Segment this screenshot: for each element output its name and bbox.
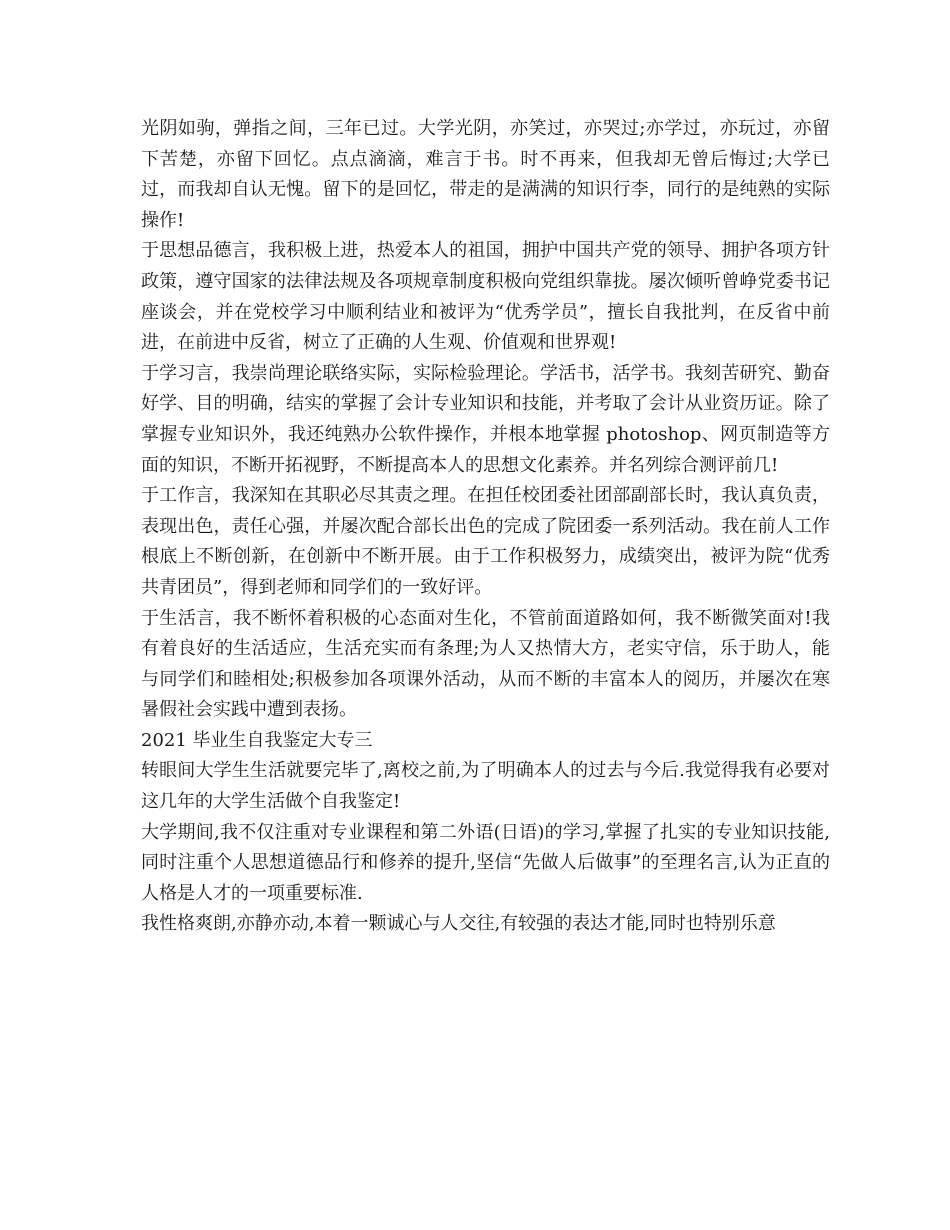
paragraph-intro: 光阴如驹，弹指之间，三年已过。大学光阴，亦笑过，亦哭过;亦学过，亦玩过，亦留下苦楚，亦留下回忆。点点滴滴，难言于书。时不再来，但我却无曾后悔过;大学已过，而我却自认无愧。留下的是回忆，带走的是满满的知识行李，同行的是纯熟的实际操作! xyxy=(141,118,830,231)
paragraph-work: 于工作言，我深知在其职必尽其责之理。在担任校团委社团部副部长时，我认真负责，表现出色，责任心强，并屡次配合部长出色的完成了院团委一系列活动。我在前人工作根底上不断创新，在创新中不断开展。由于工作积极努力，成绩突出，被评为院“优秀共青团员”，得到老师和同学们的一致好评。 xyxy=(141,485,830,598)
paragraph-section3-study: 大学期间,我不仅注重对专业课程和第二外语(日语)的学习,掌握了扎实的专业知识技能,同时注重个人思想道德品行和修养的提升,坚信“先做人后做事”的至理名言,认为正直的人格是人才的一项重要标准. xyxy=(141,821,830,904)
paragraph-study: 于学习言，我崇尚理论联络实际，实际检验理论。学活书，活学书。我刻苦研究、勤奋好学、目的明确，结实的掌握了会计专业知识和技能，并考取了会计从业资历证。除了掌握专业知识外，我还纯熟办公软件操作，并根本地掌握 photoshop、网页制造等方面的知识，不断开拓视野，不断提高本人的思想文化素养。并名列综合测评前几! xyxy=(141,362,830,476)
section-heading: 2021 毕业生自我鉴定大专三 xyxy=(141,729,373,751)
paragraph-section3-character: 我性格爽朗,亦静亦动,本着一颗诚心与人交往,有较强的表达才能,同时也特别乐意 xyxy=(141,913,776,935)
paragraph-ideology: 于思想品德言，我积极上进，热爱本人的祖国，拥护中国共产党的领导、拥护各项方针政策，遵守国家的法律法规及各项规章制度积极向党组织靠拢。屡次倾听曾峥党委书记座谈会，并在党校学习中顺利结业和被评为“优秀学员”，擅长自我批判，在反省中前进，在前进中反省，树立了正确的人生观、价值观和世界观! xyxy=(141,240,830,354)
paragraph-life: 于生活言，我不断怀着积极的心态面对生化，不管前面道路如何，我不断微笑面对!我有着良好的生活适应，生活充实而有条理;为人又热情大方，老实守信，乐于助人，能与同学们和睦相处;积极参加各项课外活动，从而不断的丰富本人的阅历，并屡次在寒暑假社会实践中遭到表扬。 xyxy=(141,607,830,721)
paragraph-section3-intro: 转眼间大学生生活就要完毕了,离校之前,为了明确本人的过去与今后.我觉得我有必要对这几年的大学生活做个自我鉴定! xyxy=(141,760,830,813)
